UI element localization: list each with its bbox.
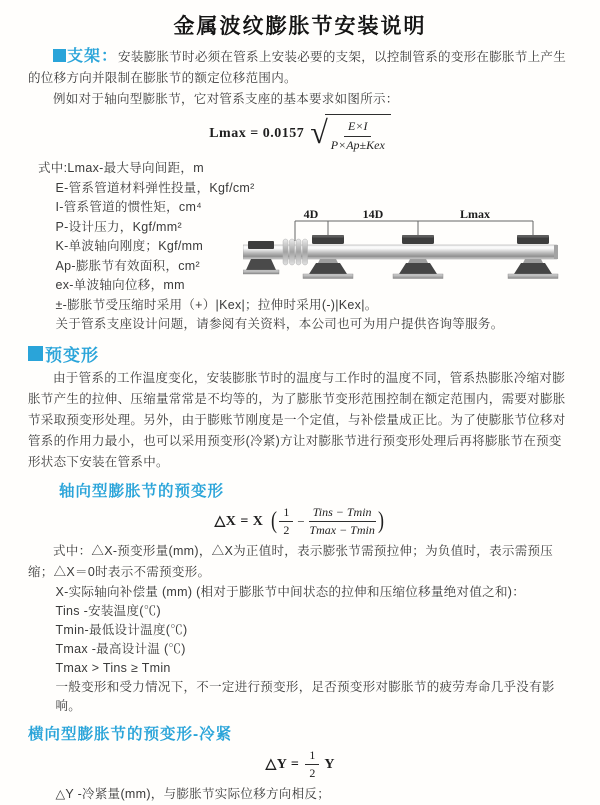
dimension-label-lmax: Lmax xyxy=(460,208,490,221)
definition-line: 式中:Lmax-最大导向间距，m xyxy=(38,161,204,176)
axial-item: 一般变形和受力情况下，不一定进行预变形，足否预变形对膨胀节的疲劳寿命几乎没有影响。 xyxy=(55,679,555,713)
axial-item: Tins -安装温度(℃) xyxy=(55,603,162,618)
half-fraction xyxy=(279,505,293,539)
definition-line: ex-单波轴向位移，mm xyxy=(55,278,185,293)
axial-item: Tmax -最高设计温 (℃) xyxy=(55,641,186,656)
dimension-label-4d: 4D xyxy=(303,208,319,221)
predeform-paragraph: 由于管系的工作温度变化，安装膨胀节时的温度与工作时的温度不同，管系热膨胀冷缩对膨胀节产生的拉伸、压缩量常常是不均等的，为了膨胀节变形范围控制在额定范围内，需要对膨胀节采取预变形处理。另外，由于膨账节刚度是一个定值，与补偿量成正比。为了使膨胀节位移对管系的作用力最小，也可以采用预变形(冷紧)方让对膨胀节进行预变形处理后再将膨胀节在预变形状态下安装在管系中。 xyxy=(28,370,566,469)
left-paren: ( xyxy=(271,508,278,535)
support-section-heading xyxy=(53,48,118,65)
definition-line: I-管系管道的惯性矩，cm⁴ xyxy=(55,200,202,215)
lateral-formula-rhs: Y xyxy=(324,756,335,772)
axial-item: Tmin-最低设计温度(℃) xyxy=(55,622,188,637)
predeform-heading-label: 预变形 xyxy=(45,345,99,365)
half-fraction-numerator: 1 xyxy=(279,505,293,523)
lmax-fraction-numerator: E×I xyxy=(344,119,371,137)
lateral-subsection-heading: 横向型膨胀节的预变形-冷紧 xyxy=(28,725,233,743)
support-intro-paragraph xyxy=(28,46,572,89)
lmax-fraction xyxy=(331,119,385,153)
lmax-formula-lhs: Lmax = 0.0157 xyxy=(209,125,305,141)
axial-item: Tmax > Tins ≥ Tmin xyxy=(55,660,171,675)
lateral-formula-lhs: △Y = xyxy=(265,757,300,773)
definition-line: ±-膨胀节受压缩时采用（+）|Kex|；拉伸时采用(-)|Kex|。 xyxy=(55,297,378,312)
temperature-fraction-numerator: Tins − Tmin xyxy=(309,505,376,523)
support-intro-text: 安装膨胀节时必须在管系上安装必要的支架，以控制管系的变形在膨胀节上产生的位移方向并限制在膨胀节的额定位移范围内。 xyxy=(28,50,567,85)
definition-line: E-管系管道材料弹性投量，Kgf/cm² xyxy=(55,180,255,195)
section-bullet-square-icon xyxy=(28,346,43,361)
lateral-formula xyxy=(28,748,572,782)
axial-explain-paragraph: 式中：△X-预变形量(mm)，△X为正值时，表示膨张节需预拉伸；为负值时，表示需预压缩；△X＝0时表示不需预变形。 xyxy=(28,543,554,579)
lateral-fraction-denominator: 2 xyxy=(309,766,316,781)
pipe-end-cap xyxy=(554,245,558,259)
lateral-fraction-numerator: 1 xyxy=(305,748,319,766)
document-page xyxy=(0,14,600,805)
temperature-fraction xyxy=(309,505,376,539)
definition-line: 关于管系支座设计问题，请参阅有关资料，本公司也可为用户提供咨询等服务。 xyxy=(55,317,504,332)
page-title: 金属波纹膨胀节安装说明 xyxy=(173,15,427,38)
definition-line: Ap-膨胀节有效面积，cm² xyxy=(55,258,200,273)
lateral-half-fraction xyxy=(305,748,319,782)
support-heading-label: 支架： xyxy=(67,48,119,65)
temperature-fraction-denominator: Tmax − Tmin xyxy=(309,523,375,538)
minus-operator: − xyxy=(297,513,305,529)
pipe-support-diagram xyxy=(243,208,595,304)
axial-item: X-实际轴向补偿量 (mm) (相对于膨胀节中间状态的拉伸和压缩位移量绝对值之和)： xyxy=(55,584,526,599)
section-bullet-square-icon xyxy=(53,49,66,62)
lmax-fraction-denominator: P×Ap±Kex xyxy=(330,137,385,152)
definition-line: K-单波轴向刚度；Kgf/mm xyxy=(55,239,204,254)
predeform-section-heading xyxy=(28,341,572,366)
radical-sign-icon: √ xyxy=(310,113,328,150)
sqrt-body xyxy=(325,114,391,153)
support-example-line: 例如对于轴向型膨胀节，它对管系支座的基本要求如图所示： xyxy=(53,92,399,106)
axial-formula xyxy=(28,505,572,539)
dimension-label-14d: 14D xyxy=(362,208,384,221)
half-fraction-denominator: 2 xyxy=(283,523,290,538)
definition-line: P-设计压力，Kgf/mm² xyxy=(55,219,182,234)
axial-subsection-heading: 轴向型膨胀节的预变形 xyxy=(59,482,225,500)
right-paren: ) xyxy=(377,508,384,535)
axial-items-list xyxy=(28,583,572,716)
axial-formula-lhs: △X = X xyxy=(214,514,264,530)
pipe-support-diagram-svg xyxy=(243,208,595,304)
lmax-formula xyxy=(28,114,572,153)
lateral-note-line: △Y -冷紧量(mm)，与膨胀节实际位移方向相反； xyxy=(55,787,331,802)
